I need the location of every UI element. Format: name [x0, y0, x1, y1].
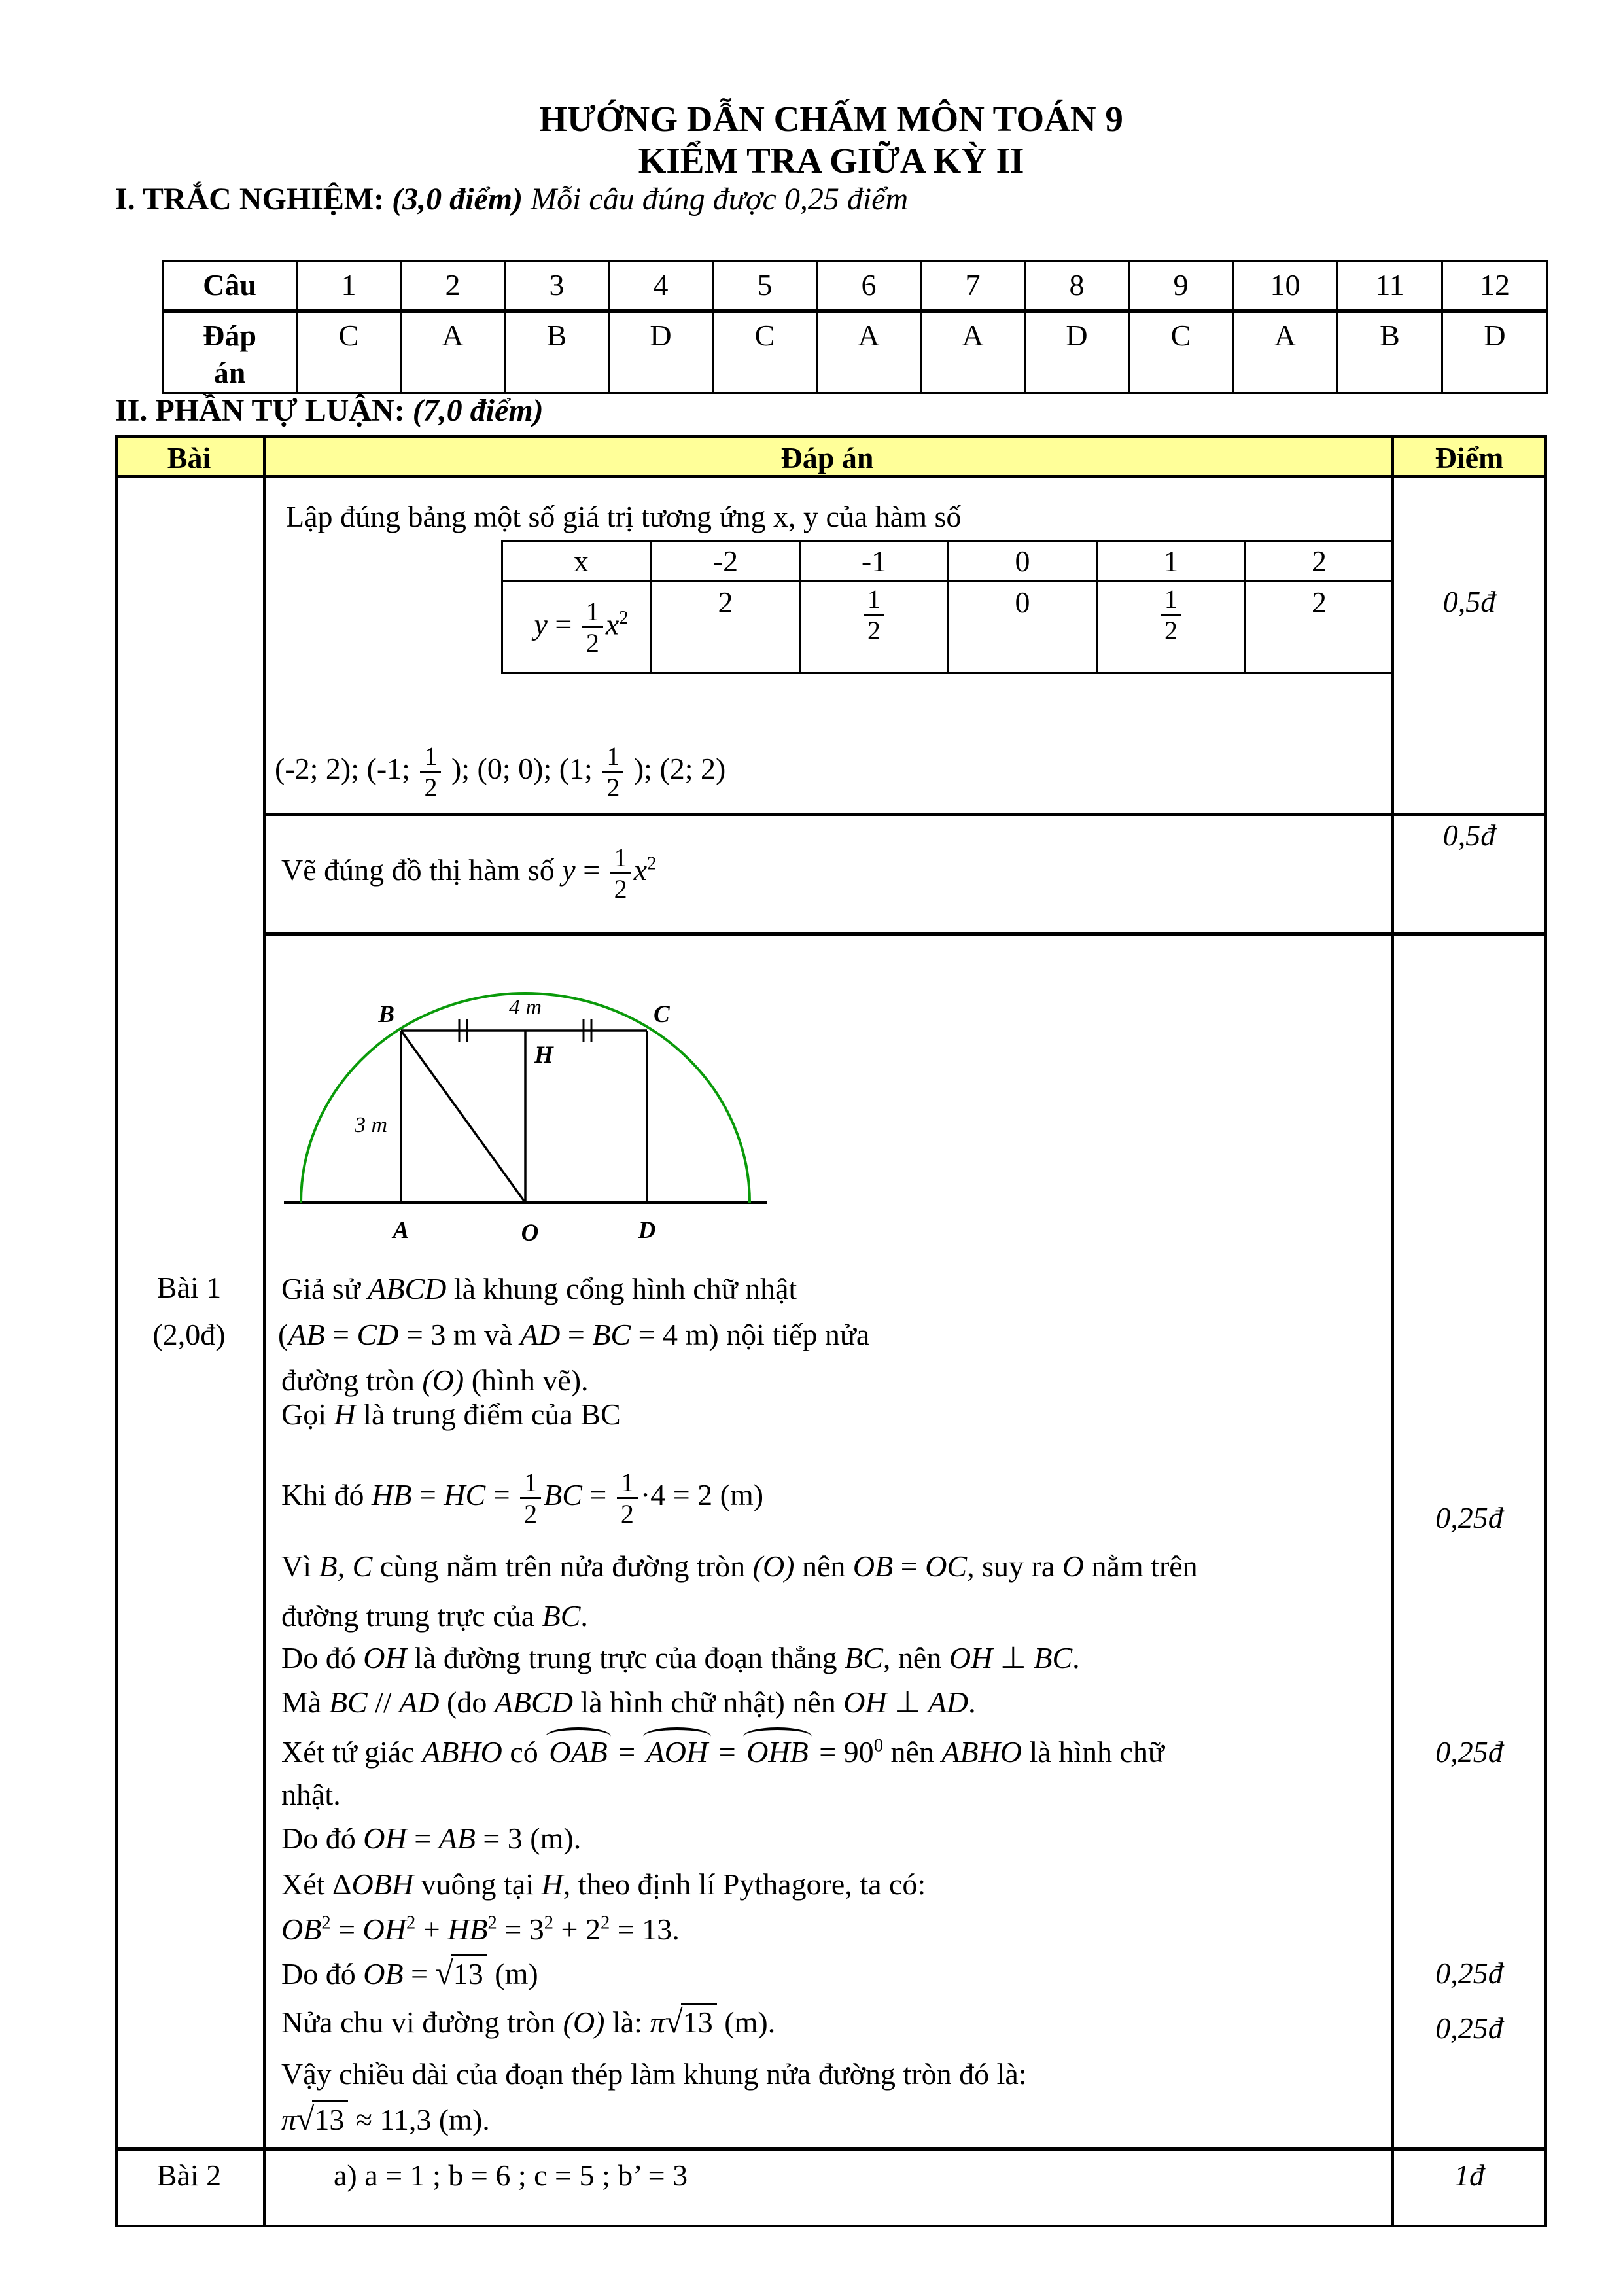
- mc-a-cell: D: [1025, 311, 1129, 393]
- section2-heading: II. PHẦN TỰ LUẬN: (7,0 điểm): [115, 393, 544, 428]
- mc-a-cell: A: [817, 311, 921, 393]
- mc-row-label: Câu: [163, 261, 297, 311]
- mc-a-cell: A: [1233, 311, 1338, 393]
- measure-label-3m: 3 m: [354, 1113, 387, 1137]
- y-value-cell: $\frac{1}{2}$: [800, 582, 949, 673]
- score-value: 0,25đ: [1435, 1735, 1503, 1769]
- row-divider-bai2: [118, 2147, 1544, 2151]
- x-value-cell: 2: [1246, 541, 1393, 582]
- x-label-cell: x: [502, 541, 652, 582]
- y-value-cell: 0: [949, 582, 1097, 673]
- solution-line: Nửa chu vi đường tròn (O) là: π√13 (m).: [281, 2004, 776, 2040]
- bai1-label: Bài 1: [156, 1271, 222, 1304]
- mc-a-cell: C: [1129, 311, 1233, 393]
- mc-q-cell: 11: [1338, 261, 1442, 311]
- y-value-cell: 2: [652, 582, 800, 673]
- semicircle-figure: [275, 949, 785, 1269]
- solution-line: Mà BC // AD (do ABCD là hình chữ nhật) nên OH ⊥ AD.: [281, 1686, 976, 1719]
- value-table: [501, 540, 1394, 674]
- bai1-points: (2,0đ): [152, 1318, 226, 1351]
- measure-label-4m: 4 m: [508, 995, 542, 1019]
- point-label-C: C: [654, 1001, 670, 1028]
- solution-line: đường tròn (O) (hình vẽ).: [281, 1364, 589, 1397]
- mc-q-cell: 4: [609, 261, 713, 311]
- solution-line: Vì B, C cùng nằm trên nửa đường tròn (O) nên OB = OC, suy ra O nằm trên: [281, 1549, 1198, 1583]
- solution-line: Do đó OB = √13 (m): [281, 1955, 538, 1991]
- solution-line: đường trung trực của BC.: [281, 1599, 588, 1633]
- mc-q-cell: 9: [1129, 261, 1233, 311]
- solution-line: $OB^2 = OH^2 + HB^2 = 3^2 + 2^2 = 13$.: [281, 1913, 680, 1946]
- solution-line: Khi đó HB = HC = $\frac{1}{2}$ BC = $\frac{1}{2}$ ·4 = 2 (m): [281, 1467, 764, 1528]
- point-label-O: O: [521, 1220, 539, 1246]
- mc-answer-row: [163, 311, 1548, 393]
- value-table-y-row: [502, 582, 1393, 673]
- mc-q-cell: 7: [921, 261, 1025, 311]
- doc-title-line2: KIỂM TRA GIỮA KỲ II: [638, 141, 1024, 181]
- point-label-B: B: [378, 1001, 394, 1028]
- mc-a-cell: D: [609, 311, 713, 393]
- header-dap-an: Đáp án: [780, 441, 874, 474]
- score-value: 1đ: [1454, 2159, 1484, 2192]
- bai2-answer-line: a) a = 1 ; b = 6 ; c = 5 ; b’ = 3: [334, 2159, 688, 2192]
- section1-heading: I. TRẮC NGHIỆM: (3,0 điểm) Mỗi câu đúng được 0,25 điểm: [115, 182, 909, 217]
- row-divider-1: [266, 813, 1544, 816]
- doc-title-line1: HƯỚNG DẪN CHẤM MÔN TOÁN 9: [539, 99, 1123, 139]
- mc-a-cell: A: [401, 311, 505, 393]
- mc-q-cell: 10: [1233, 261, 1338, 311]
- solution-line: Vẽ đúng đồ thị hàm số y = $\frac{1}{2}$ $x^2$: [281, 842, 657, 904]
- solution-line: Xét tứ giác ABHO có OAB = AOH = OHB = $90^0$ nên ABHO là hình chữ: [281, 1734, 1164, 1771]
- mc-q-cell: 3: [505, 261, 609, 311]
- y-value-cell: $\frac{1}{2}$: [1097, 582, 1246, 673]
- point-label-A: A: [393, 1217, 410, 1244]
- score-value: 0,5đ: [1442, 585, 1496, 618]
- mc-q-cell: 6: [817, 261, 921, 311]
- mc-a-cell: D: [1442, 311, 1548, 393]
- coordinate-list: (-2; 2); (-1; $\frac{1}{2}$ ); (0; 0); (1; $\frac{1}{2}$ ); (2; 2): [275, 741, 726, 802]
- solution-line: Vậy chiều dài của đoạn thép làm khung nửa đường tròn đó là:: [281, 2057, 1027, 2091]
- mc-a-cell: A: [921, 311, 1025, 393]
- point-label-H: H: [534, 1042, 553, 1069]
- mc-q-cell: 2: [401, 261, 505, 311]
- point-label-D: D: [638, 1217, 656, 1244]
- column-divider-bai: [263, 438, 266, 2225]
- mc-q-cell: 5: [713, 261, 817, 311]
- mc-question-row: [163, 261, 1548, 311]
- x-value-cell: 0: [949, 541, 1097, 582]
- mc-a-cell: C: [297, 311, 401, 393]
- solution-line: Do đó OH là đường trung trực của đoạn thẳng BC, nên OH ⊥ BC.: [281, 1641, 1080, 1674]
- mc-a-cell: B: [1338, 311, 1442, 393]
- mc-answer-table: [162, 260, 1548, 394]
- value-table-x-row: [502, 541, 1393, 582]
- mc-answer-label: Đáp án: [163, 311, 297, 393]
- header-diem: Điểm: [1435, 441, 1504, 474]
- solution-line: Giả sử ABCD là khung cổng hình chữ nhật: [281, 1272, 797, 1305]
- mc-a-cell: C: [713, 311, 817, 393]
- segment-BO: [401, 1031, 525, 1203]
- x-value-cell: 1: [1097, 541, 1246, 582]
- score-value: 0,25đ: [1435, 1501, 1503, 1534]
- row-divider-2: [266, 932, 1544, 936]
- score-value: 0,25đ: [1435, 1956, 1503, 1990]
- score-value: 0,5đ: [1442, 819, 1496, 852]
- solution-line: Lập đúng bảng một số giá trị tương ứng x, y của hàm số: [286, 500, 962, 533]
- solution-line: π√13 ≈ 11,3 (m).: [281, 2101, 490, 2137]
- solution-line: Gọi H là trung điểm của BC: [281, 1398, 621, 1431]
- x-value-cell: -2: [652, 541, 800, 582]
- y-value-cell: 2: [1246, 582, 1393, 673]
- mc-a-cell: B: [505, 311, 609, 393]
- solution-line: Do đó OH = AB = 3 (m).: [281, 1822, 582, 1855]
- y-label-cell: y = $\frac{1}{2}$ $x^2$: [502, 582, 652, 673]
- solution-line: Xét ΔOBH vuông tại H, theo định lí Pythagore, ta có:: [281, 1867, 926, 1901]
- mc-q-cell: 1: [297, 261, 401, 311]
- bai2-label: Bài 2: [156, 2159, 222, 2192]
- score-value: 0,25đ: [1435, 2011, 1503, 2045]
- solution-line: (AB = CD = 3 m và AD = BC = 4 m) nội tiếp nửa: [278, 1318, 870, 1351]
- header-bai: Bài: [167, 441, 211, 474]
- mc-q-cell: 12: [1442, 261, 1548, 311]
- x-value-cell: -1: [800, 541, 949, 582]
- mc-q-cell: 8: [1025, 261, 1129, 311]
- solution-line: nhật.: [281, 1778, 341, 1811]
